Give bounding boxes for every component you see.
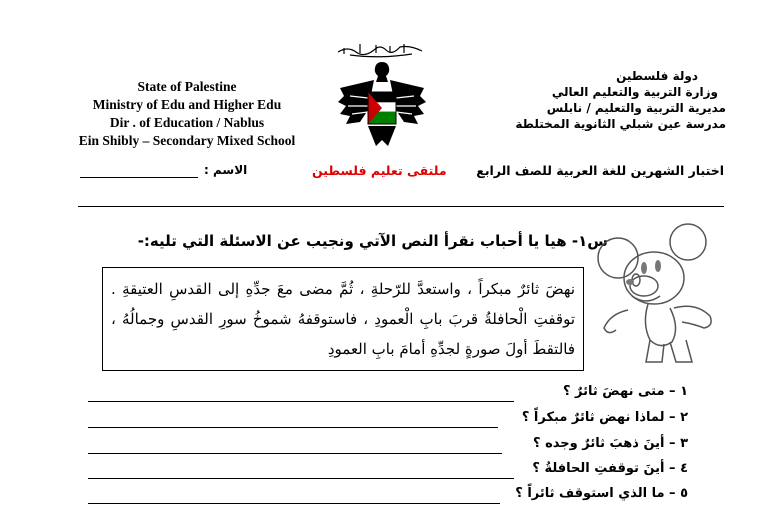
mickey-mouse-illustration-icon	[588, 212, 728, 372]
header-arabic	[506, 68, 726, 132]
header-ar-line2: وزارة التربية والتعليم العالي	[551, 85, 718, 99]
header-english	[52, 78, 322, 150]
question-4: ٤ – أينَ توقفتِ الحافلةُ ؟	[532, 461, 688, 476]
header-en-line3: Dir . of Education / Nablus	[109, 115, 265, 130]
answer-line-4[interactable]	[88, 478, 514, 479]
forum-label: ملتقى تعليم فلسطين	[312, 163, 447, 178]
basmala-calligraphy	[338, 44, 422, 57]
question-2: ٢ – لماذا نهض ثائرٌ مبكراً ؟	[521, 410, 688, 425]
header-divider	[78, 206, 724, 207]
header-ar-line4: مدرسة عين شبلي الثانوية المختلطة	[515, 117, 726, 131]
question-row-3	[88, 436, 688, 458]
answer-line-1[interactable]	[88, 401, 514, 402]
question-title: س١- هيا يا أحباب نقرأ النص الآتي ونجيب عن الاسئلة التي تليه:-	[137, 232, 608, 250]
question-row-4	[88, 461, 688, 483]
name-label: الاسم :	[204, 163, 248, 177]
question-row-2	[88, 410, 688, 432]
answer-line-5[interactable]	[88, 503, 500, 504]
header-en-line1: State of Palestine	[137, 79, 237, 94]
question-3: ٣ – أينَ ذهبَ ثائرٌ وجده ؟	[533, 436, 688, 451]
header-en-line4: Ein Shibly – Secondary Mixed School	[78, 133, 296, 148]
header-en-line2: Ministry of Edu and Higher Edu	[92, 97, 282, 112]
header-ar-line1: دولة فلسطين	[616, 69, 698, 83]
answer-line-3[interactable]	[88, 453, 502, 454]
reading-passage: نهضَ ثائرٌ مبكراً ، واستعدَّ للرّحلةِ ، ثُمَّ مضى معَ جدِّهِ إلى القدسِ العتيقةِ . توقفتِ الْحافلةُ قربَ بابِ الْعمودِ ، فاستوقفهُ شموخُ سورِ القدسِ وجمالُهُ ، فالتقطَ أولَ صورةٍ لجدِّهِ أمامَ بابِ العمودِ	[102, 267, 584, 371]
name-answer-line[interactable]	[80, 176, 198, 178]
palestine-eagle-emblem-icon	[330, 40, 434, 160]
question-row-1	[88, 384, 688, 406]
question-5: ٥ – ما الذي استوقف ثائراً ؟	[515, 486, 688, 501]
answer-line-2[interactable]	[88, 427, 498, 428]
question-row-5	[88, 486, 688, 508]
header-ar-line3: مديرية التربية والتعليم / نابلس	[546, 101, 726, 115]
exam-title: اختبار الشهرين للغة العربية للصف الرابع	[476, 163, 724, 178]
question-1: ١ – متى نهضَ ثائرٌ ؟	[562, 384, 688, 399]
